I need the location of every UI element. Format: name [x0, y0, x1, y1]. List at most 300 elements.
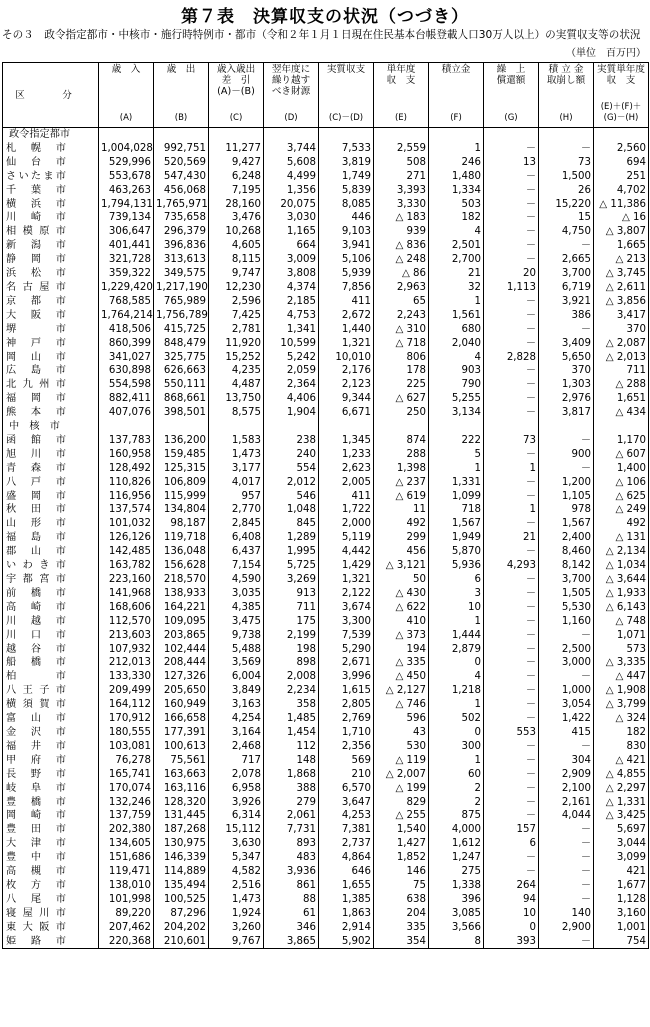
table-row: [3, 225, 649, 239]
value-cell: 2,516: [209, 879, 264, 893]
value-cell: 6: [429, 573, 484, 587]
value-cell: －: [484, 295, 539, 309]
value-cell: 2: [429, 796, 484, 810]
city-name: [3, 337, 99, 351]
value-cell: －: [484, 782, 539, 796]
empty-cell: [484, 128, 539, 142]
value-cell: 160,958: [99, 448, 154, 462]
value-cell: 1,473: [209, 448, 264, 462]
value-cell: 3,099: [594, 851, 649, 865]
value-cell: 5,242: [264, 351, 319, 365]
value-cell: 5,870: [429, 545, 484, 559]
table-row: [3, 462, 649, 476]
empty-cell: [264, 420, 319, 434]
value-cell: 554,598: [99, 378, 154, 392]
value-cell: 547,430: [154, 170, 209, 184]
header-sub: (H): [559, 113, 573, 123]
value-cell: 903: [429, 364, 484, 378]
value-cell: 325,775: [154, 351, 209, 365]
value-cell: 530: [374, 740, 429, 754]
value-cell: 626,663: [154, 364, 209, 378]
city-name: [3, 782, 99, 796]
value-cell: 137,574: [99, 503, 154, 517]
value-cell: 1,863: [319, 907, 374, 921]
section-row: [3, 128, 649, 142]
city-name-text: 富山市: [6, 713, 66, 725]
city-name-text: 横浜市: [6, 198, 66, 210]
value-cell: 103,081: [99, 740, 154, 754]
value-cell: 1,289: [264, 531, 319, 545]
value-cell: 165,741: [99, 768, 154, 782]
city-name: [3, 351, 99, 365]
value-cell: 1: [484, 462, 539, 476]
value-cell: 164,221: [154, 601, 209, 615]
value-cell: 225: [374, 378, 429, 392]
city-name: [3, 323, 99, 337]
value-cell: 177,391: [154, 726, 209, 740]
value-cell: 2,500: [539, 643, 594, 657]
header-col-10: [594, 63, 649, 128]
value-cell: 6,248: [209, 170, 264, 184]
city-name-text: 前橋市: [6, 587, 66, 599]
city-name-text: 柏市: [6, 671, 66, 683]
value-cell: 1,567: [429, 517, 484, 531]
table-row: [3, 768, 649, 782]
empty-cell: [209, 128, 264, 142]
value-cell: 135,494: [154, 879, 209, 893]
value-cell: 132,246: [99, 796, 154, 810]
value-cell: －: [484, 851, 539, 865]
header-label: 単年度 収 支: [386, 64, 416, 86]
value-cell: △ 447: [594, 670, 649, 684]
value-cell: 6,437: [209, 545, 264, 559]
city-name: [3, 698, 99, 712]
value-cell: △ 255: [374, 809, 429, 823]
value-cell: －: [539, 893, 594, 907]
city-name: [3, 573, 99, 587]
value-cell: 1,540: [374, 823, 429, 837]
city-name: [3, 684, 99, 698]
value-cell: 13,750: [209, 392, 264, 406]
value-cell: －: [484, 670, 539, 684]
city-name: [3, 851, 99, 865]
value-cell: 8,115: [209, 253, 264, 267]
value-cell: 5,119: [319, 531, 374, 545]
value-cell: 4: [429, 351, 484, 365]
value-cell: 2,900: [539, 921, 594, 935]
value-cell: △ 2,007: [374, 768, 429, 782]
value-cell: －: [484, 490, 539, 504]
value-cell: 2,976: [539, 392, 594, 406]
value-cell: 1,356: [264, 184, 319, 198]
value-cell: △ 213: [594, 253, 649, 267]
table-row: [3, 559, 649, 573]
value-cell: 4,253: [319, 809, 374, 823]
city-name: [3, 837, 99, 851]
table-row: [3, 796, 649, 810]
value-cell: 76,278: [99, 754, 154, 768]
value-cell: －: [484, 337, 539, 351]
value-cell: 5,697: [594, 823, 649, 837]
value-cell: 4,442: [319, 545, 374, 559]
value-cell: △ 607: [594, 448, 649, 462]
table-row: [3, 726, 649, 740]
value-cell: 2,559: [374, 142, 429, 156]
value-cell: 3,941: [319, 239, 374, 253]
value-cell: 3,330: [374, 198, 429, 212]
value-cell: 711: [264, 601, 319, 615]
value-cell: 860,399: [99, 337, 154, 351]
header-col-2: [154, 63, 209, 128]
value-cell: 5: [429, 448, 484, 462]
value-cell: 212,013: [99, 656, 154, 670]
value-cell: 0: [484, 921, 539, 935]
value-cell: 220,368: [99, 935, 154, 949]
value-cell: 386: [539, 309, 594, 323]
value-cell: 456,068: [154, 184, 209, 198]
value-cell: 396: [429, 893, 484, 907]
value-cell: －: [484, 448, 539, 462]
city-name: [3, 281, 99, 295]
city-name-text: 福井市: [6, 740, 66, 752]
value-cell: 421: [594, 865, 649, 879]
value-cell: 65: [374, 295, 429, 309]
value-cell: 630,898: [99, 364, 154, 378]
value-cell: 4,582: [209, 865, 264, 879]
empty-cell: [99, 128, 154, 142]
value-cell: 1,321: [319, 337, 374, 351]
value-cell: 8,460: [539, 545, 594, 559]
value-cell: 138,010: [99, 879, 154, 893]
value-cell: 2,061: [264, 809, 319, 823]
value-cell: －: [484, 601, 539, 615]
value-cell: －: [539, 670, 594, 684]
value-cell: 119,471: [99, 865, 154, 879]
value-cell: 3,085: [429, 907, 484, 921]
header-label: 繰 上 償還額: [496, 64, 526, 86]
value-cell: 130,975: [154, 837, 209, 851]
unit-label: （単位 百万円）: [566, 48, 646, 59]
value-cell: 2,122: [319, 587, 374, 601]
value-cell: 11: [374, 503, 429, 517]
value-cell: △ 6,143: [594, 601, 649, 615]
value-cell: 2,234: [264, 684, 319, 698]
empty-cell: [154, 128, 209, 142]
value-cell: 12,230: [209, 281, 264, 295]
value-cell: 3,817: [539, 406, 594, 420]
header-sub: (G): [504, 113, 518, 123]
value-cell: 141,968: [99, 587, 154, 601]
value-cell: －: [539, 323, 594, 337]
value-cell: 306,647: [99, 225, 154, 239]
table-row: [3, 698, 649, 712]
value-cell: 2,623: [319, 462, 374, 476]
table-row: [3, 392, 649, 406]
value-cell: 20: [484, 267, 539, 281]
value-cell: 11,277: [209, 142, 264, 156]
table-row: [3, 643, 649, 657]
value-cell: 164,112: [99, 698, 154, 712]
value-cell: 3,054: [539, 698, 594, 712]
value-cell: 2,400: [539, 531, 594, 545]
value-cell: 107,932: [99, 643, 154, 657]
value-cell: 2,700: [429, 253, 484, 267]
value-cell: 13: [484, 156, 539, 170]
value-cell: 2,364: [264, 378, 319, 392]
header-col-4: [264, 63, 319, 128]
city-name: [3, 559, 99, 573]
value-cell: 396,836: [154, 239, 209, 253]
value-cell: 2,100: [539, 782, 594, 796]
city-name: [3, 809, 99, 823]
value-cell: －: [539, 851, 594, 865]
value-cell: 1,473: [209, 893, 264, 907]
value-cell: 102,444: [154, 643, 209, 657]
value-cell: △ 237: [374, 476, 429, 490]
table-row: [3, 879, 649, 893]
value-cell: 163,116: [154, 782, 209, 796]
value-cell: 250: [374, 406, 429, 420]
city-name-text: 甲府市: [6, 754, 66, 766]
city-name: [3, 406, 99, 420]
value-cell: －: [539, 879, 594, 893]
value-cell: 6,570: [319, 782, 374, 796]
value-cell: －: [484, 378, 539, 392]
header-col-3: [209, 63, 264, 128]
value-cell: △ 131: [594, 531, 649, 545]
table-row: [3, 712, 649, 726]
value-cell: 5,839: [319, 184, 374, 198]
value-cell: 790: [429, 378, 484, 392]
value-cell: －: [539, 142, 594, 156]
value-cell: 3,674: [319, 601, 374, 615]
city-name-text: 八王子市: [6, 685, 66, 697]
value-cell: 407,076: [99, 406, 154, 420]
value-cell: －: [484, 253, 539, 267]
value-cell: 456: [374, 545, 429, 559]
value-cell: 9,738: [209, 629, 264, 643]
value-cell: 15,220: [539, 198, 594, 212]
value-cell: 21: [484, 531, 539, 545]
empty-cell: [594, 128, 649, 142]
value-cell: 2: [429, 782, 484, 796]
value-cell: 2,078: [209, 768, 264, 782]
value-cell: 1: [429, 615, 484, 629]
value-cell: 882,411: [99, 392, 154, 406]
value-cell: 240: [264, 448, 319, 462]
value-cell: 3,134: [429, 406, 484, 420]
value-cell: 106,809: [154, 476, 209, 490]
value-cell: 957: [209, 490, 264, 504]
city-name: [3, 796, 99, 810]
table-row: [3, 587, 649, 601]
value-cell: 546: [264, 490, 319, 504]
city-name: [3, 712, 99, 726]
value-cell: 415: [539, 726, 594, 740]
value-cell: －: [539, 935, 594, 949]
value-cell: 88: [264, 893, 319, 907]
header-sub: (E)＋(F)＋ (G)－(H): [600, 102, 642, 123]
city-name-text: 熊本市: [6, 407, 66, 419]
value-cell: 3: [429, 587, 484, 601]
value-cell: －: [484, 211, 539, 225]
value-cell: 2,560: [594, 142, 649, 156]
value-cell: －: [484, 656, 539, 670]
city-name: [3, 156, 99, 170]
value-cell: 296,379: [154, 225, 209, 239]
city-name-text: 広島市: [6, 365, 66, 377]
city-name-text: 高槻市: [6, 866, 66, 878]
value-cell: △ 288: [594, 378, 649, 392]
value-cell: 100,525: [154, 893, 209, 907]
value-cell: 1,454: [264, 726, 319, 740]
table-row: [3, 935, 649, 949]
city-name-text: 豊中市: [6, 852, 66, 864]
value-cell: 8,575: [209, 406, 264, 420]
value-cell: 4,044: [539, 809, 594, 823]
value-cell: △ 249: [594, 503, 649, 517]
value-cell: 4,017: [209, 476, 264, 490]
value-cell: 418,506: [99, 323, 154, 337]
value-cell: 131,445: [154, 809, 209, 823]
value-cell: 207,462: [99, 921, 154, 935]
table-row: [3, 490, 649, 504]
value-cell: 156,628: [154, 559, 209, 573]
value-cell: 830: [594, 740, 649, 754]
value-cell: 573: [594, 643, 649, 657]
city-name: [3, 587, 99, 601]
header-label: 積立金: [441, 64, 471, 75]
value-cell: 264: [484, 879, 539, 893]
value-cell: 1,764,214: [99, 309, 154, 323]
city-name: [3, 170, 99, 184]
header-label: 歳 入: [111, 64, 141, 75]
empty-cell: [209, 420, 264, 434]
value-cell: 2,356: [319, 740, 374, 754]
value-cell: 126,126: [99, 531, 154, 545]
table-row: [3, 865, 649, 879]
table-row: [3, 198, 649, 212]
table-row: [3, 740, 649, 754]
section-label: 中 核 市: [3, 420, 99, 434]
city-name-text: 新潟市: [6, 240, 66, 252]
value-cell: △ 119: [374, 754, 429, 768]
value-cell: 4: [429, 225, 484, 239]
value-cell: 10,599: [264, 337, 319, 351]
value-cell: 151,686: [99, 851, 154, 865]
value-cell: 7,856: [319, 281, 374, 295]
value-cell: 3,566: [429, 921, 484, 935]
value-cell: △ 746: [374, 698, 429, 712]
value-cell: △ 3,799: [594, 698, 649, 712]
value-cell: 43: [374, 726, 429, 740]
city-name: [3, 378, 99, 392]
value-cell: 3,160: [594, 907, 649, 921]
value-cell: 136,200: [154, 434, 209, 448]
header-sub: (D): [284, 113, 298, 123]
value-cell: 275: [429, 865, 484, 879]
value-cell: －: [484, 517, 539, 531]
value-cell: 868,661: [154, 392, 209, 406]
value-cell: 3,164: [209, 726, 264, 740]
city-name-text: 相模原市: [6, 226, 66, 238]
value-cell: 4,385: [209, 601, 264, 615]
value-cell: 100,613: [154, 740, 209, 754]
value-cell: 238: [264, 434, 319, 448]
value-cell: 1,217,190: [154, 281, 209, 295]
value-cell: 2,914: [319, 921, 374, 935]
value-cell: 128,492: [99, 462, 154, 476]
value-cell: △ 199: [374, 782, 429, 796]
value-cell: 502: [429, 712, 484, 726]
empty-cell: [484, 420, 539, 434]
value-cell: 4,406: [264, 392, 319, 406]
city-name: [3, 476, 99, 490]
city-name-text: 川越市: [6, 615, 66, 627]
value-cell: 2,665: [539, 253, 594, 267]
value-cell: 116,956: [99, 490, 154, 504]
value-cell: 4,499: [264, 170, 319, 184]
city-name-text: 福島市: [6, 532, 66, 544]
value-cell: 3,819: [319, 156, 374, 170]
header-col-9: [539, 63, 594, 128]
value-cell: 446: [319, 211, 374, 225]
table-row: [3, 337, 649, 351]
value-cell: 3,700: [539, 267, 594, 281]
value-cell: 861: [264, 879, 319, 893]
value-cell: 10,268: [209, 225, 264, 239]
value-cell: 1,422: [539, 712, 594, 726]
value-cell: 3,417: [594, 309, 649, 323]
value-cell: 508: [374, 156, 429, 170]
value-cell: 1,756,789: [154, 309, 209, 323]
city-name: [3, 267, 99, 281]
value-cell: 182: [594, 726, 649, 740]
value-cell: 2,671: [319, 656, 374, 670]
value-cell: 1,099: [429, 490, 484, 504]
city-name: [3, 740, 99, 754]
value-cell: 163,782: [99, 559, 154, 573]
value-cell: 3,009: [264, 253, 319, 267]
value-cell: 3,849: [209, 684, 264, 698]
city-name: [3, 754, 99, 768]
value-cell: 6,958: [209, 782, 264, 796]
value-cell: 1,218: [429, 684, 484, 698]
value-cell: 1,710: [319, 726, 374, 740]
header-col-5: [319, 63, 374, 128]
empty-cell: [594, 420, 649, 434]
value-cell: －: [484, 142, 539, 156]
header-sub: (A): [119, 113, 133, 123]
value-cell: 1,000: [539, 684, 594, 698]
city-name: [3, 184, 99, 198]
value-cell: 4,293: [484, 559, 539, 573]
value-cell: 187,268: [154, 823, 209, 837]
table-row: [3, 281, 649, 295]
value-cell: 1,615: [319, 684, 374, 698]
value-cell: 10: [484, 907, 539, 921]
header-col-7: [429, 63, 484, 128]
city-name: [3, 364, 99, 378]
value-cell: －: [484, 740, 539, 754]
value-cell: 1,334: [429, 184, 484, 198]
value-cell: 939: [374, 225, 429, 239]
header-label: 実質単年度 収 支: [597, 64, 645, 86]
value-cell: 157: [484, 823, 539, 837]
value-cell: 739,134: [99, 211, 154, 225]
value-cell: 370: [539, 364, 594, 378]
value-cell: 1,170: [594, 434, 649, 448]
